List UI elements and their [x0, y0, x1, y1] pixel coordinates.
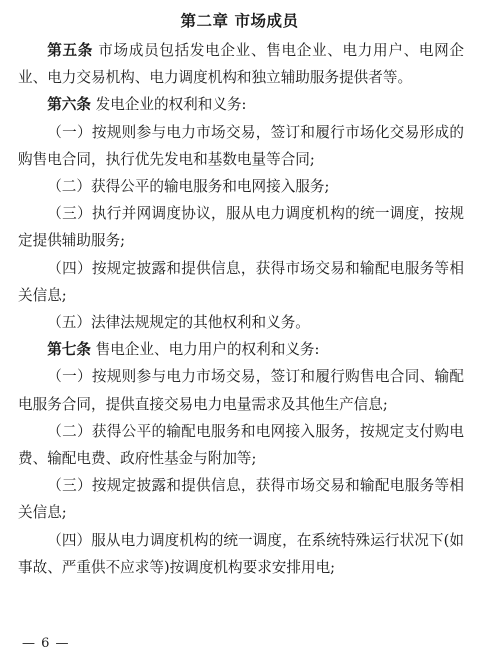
article-label: 第五条 — [47, 42, 93, 59]
paragraph-item: （四）服从电力调度机构的统一调度，在系统特殊运行状况下(如事故、严重供不应求等)按调度机构要求安排用电; — [18, 531, 464, 576]
article-label: 第七条 — [47, 341, 91, 359]
paragraph-article-5 — [18, 37, 464, 91]
page-number: — 6 — — [22, 636, 70, 651]
paragraph-item: （三）按规定披露和提供信息，获得市场交易和输配电服务等相关信息; — [18, 477, 464, 522]
paragraph-item: （一）按规则参与电力市场交易，签订和履行市场化交易形成的购售电合同，执行优先发电和基数电量等合同; — [18, 123, 464, 168]
paragraph-item: （三）执行并网调度协议，服从电力调度机构的统一调度，按规定提供辅助服务; — [18, 205, 464, 250]
paragraph-item: （五）法律法规规定的其他权利和义务。 — [47, 314, 310, 332]
paragraph-item: （一）按规则参与电力市场交易，签订和履行购售电合同、输配电服务合同，提供直接交易电力电量需求及其他生产信息; — [18, 368, 464, 413]
paragraph-text: 售电企业、电力用户的权利和义务: — [90, 341, 320, 359]
paragraph-article-6 — [18, 91, 464, 118]
paragraph-text: 市场成员包括发电企业、售电企业、电力用户、电网企业、电力交易机构、电力调度机构和独立辅助服务提供者等。 — [18, 42, 464, 87]
paragraph-item: （二）获得公平的输配电服务和电网接入服务，按规定支付购电费、输配电费、政府性基金与附加等; — [18, 422, 464, 468]
chapter-title: 第二章 市场成员 — [180, 11, 299, 30]
paragraph-article-7 — [18, 336, 464, 363]
paragraph-item: （二）获得公平的输电服务和电网接入服务; — [47, 178, 330, 196]
paragraph-item: （四）按规定披露和提供信息，获得市场交易和输配电服务等相关信息; — [18, 259, 464, 304]
paragraph-text: 发电企业的权利和义务: — [90, 96, 247, 114]
document-body — [18, 37, 464, 581]
article-label: 第六条 — [47, 96, 91, 114]
